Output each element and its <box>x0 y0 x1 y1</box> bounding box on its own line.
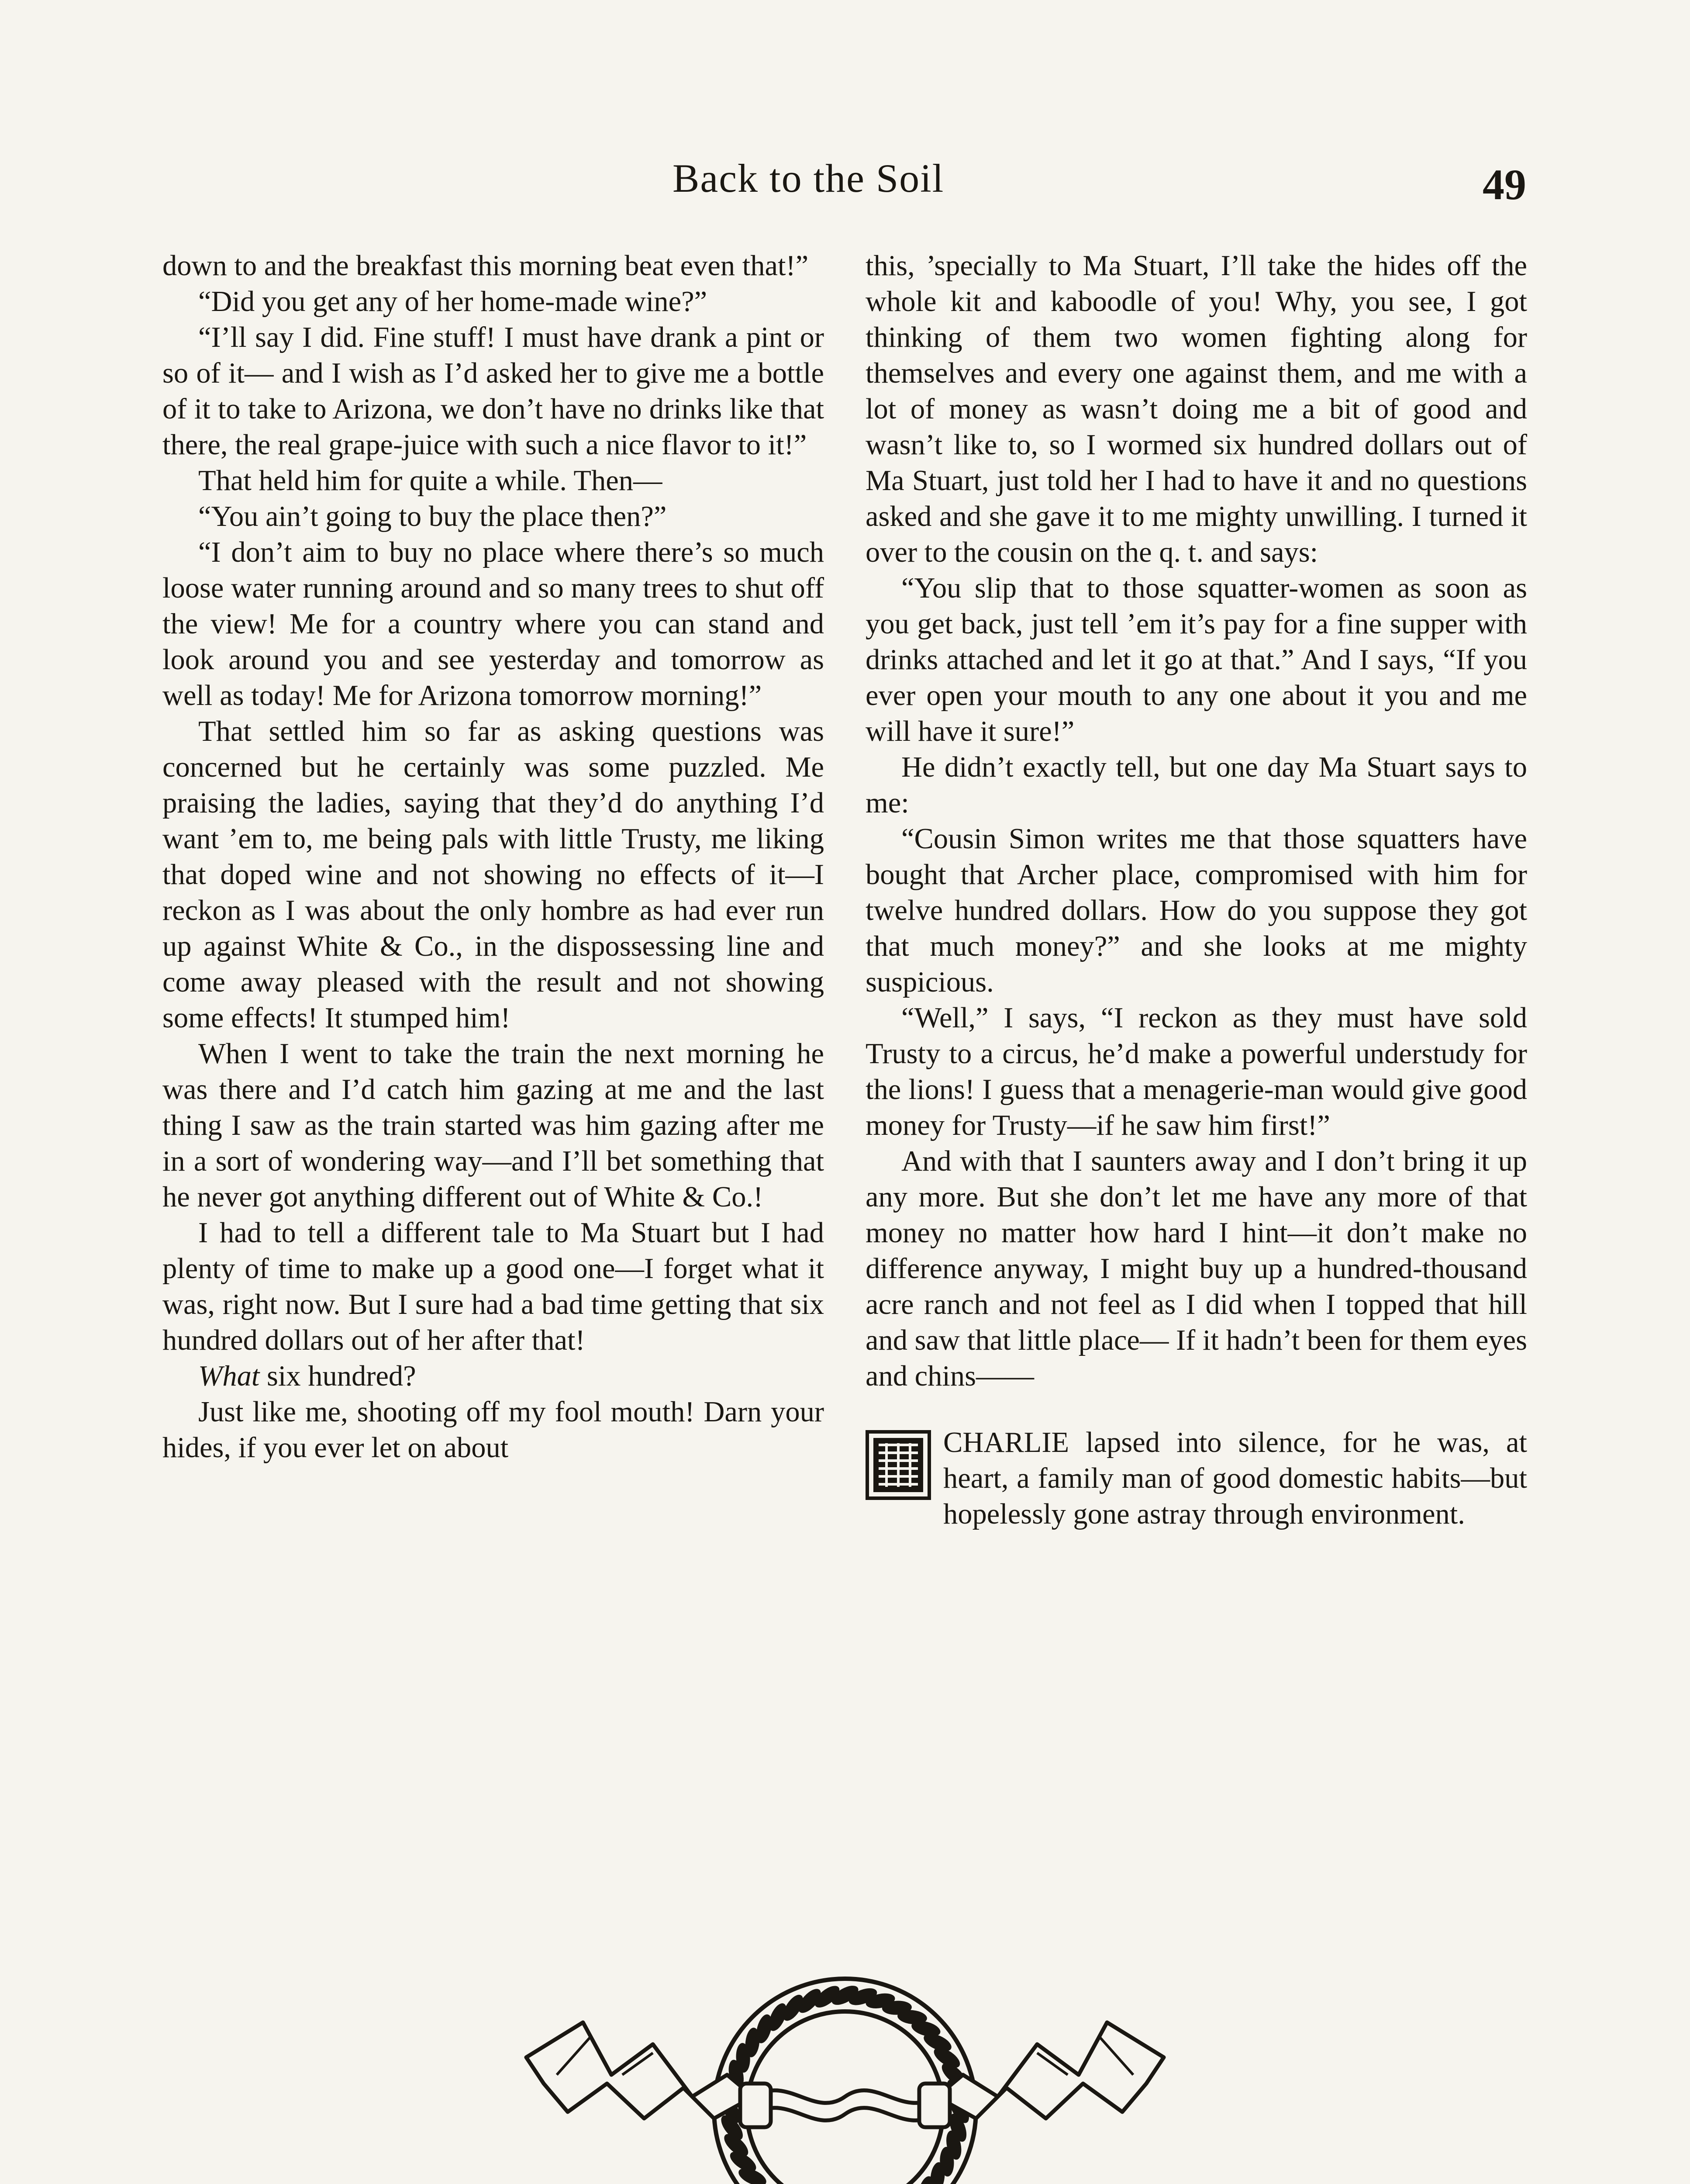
left-column <box>162 248 824 1466</box>
paragraph: Just like me, shooting off my fool mouth! Darn your hides, if you ever let on about <box>162 1396 824 1464</box>
laurel-wreath-ribbon-icon <box>509 1891 1181 2184</box>
decorative-drop-cap-icon <box>866 1430 931 1500</box>
paragraph: “I’ll say I did. Fine stuff! I must have drank a pint or so of it— and I wish as I’d asked her to give me a bottle of it to take to Arizona, we don’t have no drinks like that there, the real grape-juice with such a nice flavor to it!” <box>162 321 824 461</box>
paragraph: That settled him so far as asking questions was concerned but he certainly was some puzzled. Me praising the ladies, saying that they’d do anything I’d want ’em to, me being pals with little Trusty, me liking that doped wine and not showing no effects of it—I reckon as I was about the only hombre as had ever run up against White & Co., in the dispossessing line and come away pleased with the result and not showing some effects! It stumped him! <box>162 715 824 1034</box>
paragraph: “You ain’t going to buy the place then?” <box>198 501 667 532</box>
what-italic: What <box>198 1360 260 1392</box>
paragraph: And with that I saunters away and I don’t bring it up any more. But she don’t let me have any more of that money no matter how hard I hint—it don’t make no difference anyway, I might buy up a hundred-thousand acre ranch and not feel as I did when I topped that hill and saw that little place— If it hadn’t been for them eyes and chins—— <box>866 1145 1527 1392</box>
what-rest: six hundred? <box>259 1360 416 1392</box>
running-head: Back to the Soil <box>673 156 945 200</box>
page-number: 49 <box>1483 160 1526 209</box>
paragraph: “Cousin Simon writes me that those squatters have bought that Archer place, compromised with him for twelve hundred dollars. How do you suppose they got that much money?” and she looks at me mighty suspicious. <box>866 823 1527 998</box>
closing-paragraph: CHARLIE lapsed into silence, for he was, at heart, a family man of good domestic habits—but hopelessly gone astray through environment. <box>943 1427 1527 1530</box>
closing-paragraph-block <box>866 1425 1527 1532</box>
paragraph: “Did you get any of her home-made wine?” <box>198 286 707 318</box>
paragraph-what <box>162 1358 824 1394</box>
paragraph: down to and the breakfast this morning beat even that!” <box>162 250 809 282</box>
paragraph: That held him for quite a while. Then— <box>198 465 662 497</box>
paragraph: When I went to take the train the next morning he was there and I’d catch him gazing at me and the last thing I saw as the train started was him gazing after me in a sort of wondering way—and I’ll bet something that he never got anything different out of White & Co.! <box>162 1038 824 1213</box>
paragraph: this, ’specially to Ma Stuart, I’ll take the hides off the whole kit and kaboodle of you! Why, you see, I got thinking of them two women fighting along for themselves and every one against them, and me with a lot of money as wasn’t doing me a bit of good and wasn’t like to, so I wormed six hundred dollars out of Ma Stuart, just told her I had to have it and no questions asked and she gave it to me mighty unwilling. I turned it over to the cousin on the q. t. and says: <box>866 250 1527 568</box>
paragraph: He didn’t exactly tell, but one day Ma Stuart says to me: <box>866 751 1527 819</box>
right-column <box>866 248 1527 1532</box>
paragraph: “Well,” I says, “I reckon as they must have sold Trusty to a circus, he’d make a powerful understudy for the lions! I guess that a menagerie-man would give good money for Trusty—if he saw him first!” <box>866 1002 1527 1141</box>
paragraph: “You slip that to those squatter-women as soon as you get back, just tell ’em it’s pay for a fine supper with drinks attached and let it go at that.” And I says, “If you ever open your mouth to any one about it you and me will have it sure!” <box>866 572 1527 747</box>
paragraph: “I don’t aim to buy no place where there’s so much loose water running around and so many trees to shut off the view! Me for a country where you can stand and look around you and see yesterday and tomorrow as well as today! Me for Arizona tomorrow morning!” <box>162 536 824 712</box>
paragraph: I had to tell a different tale to Ma Stuart but I had plenty of time to make up a good one—I forget what it was, right now. But I sure had a bad time getting that six hundred dollars out of her after that! <box>162 1217 824 1356</box>
